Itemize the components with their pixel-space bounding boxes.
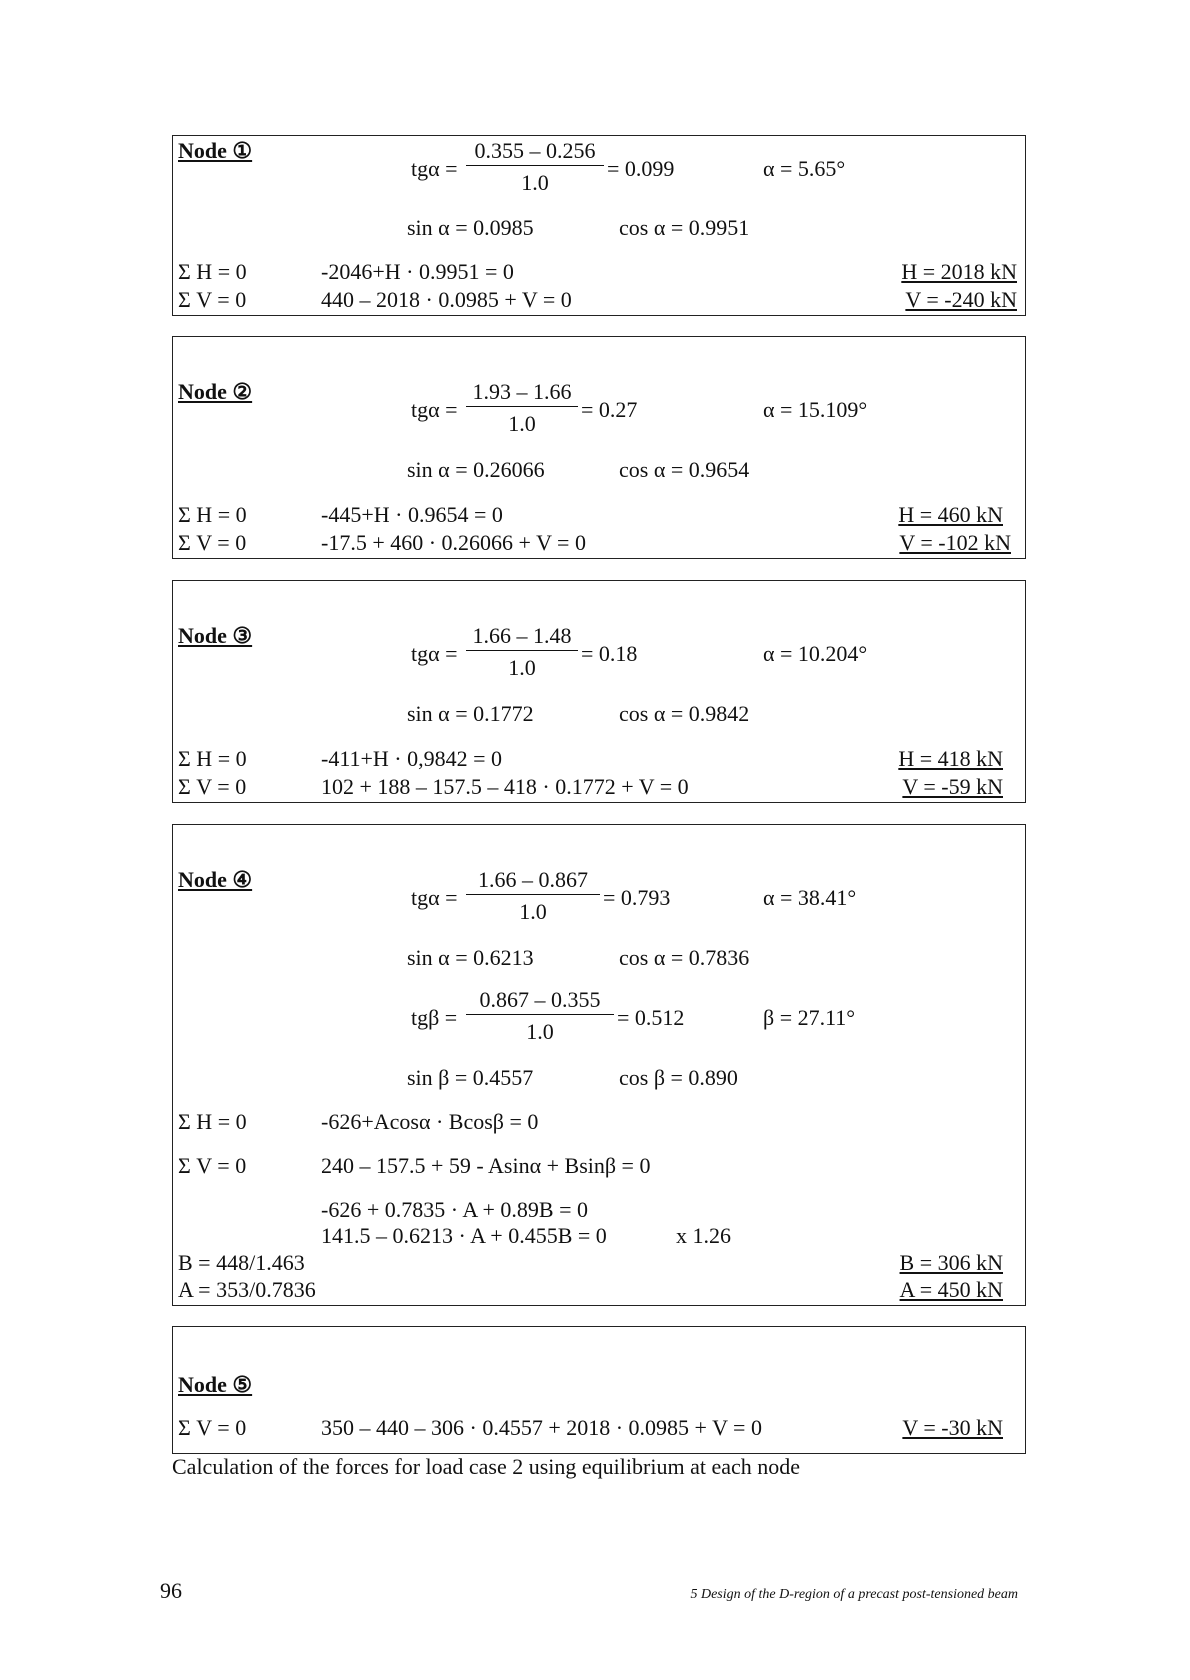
- node-4-equation-2: 141.5 – 0.6213 · A + 0.455B = 0: [321, 1223, 607, 1248]
- node-3-h-label: Σ H = 0: [178, 746, 247, 771]
- node-1-sin: sin α = 0.0985: [407, 215, 534, 240]
- node-4-v-equation: 240 – 157.5 + 59 - Asinα + Bsinβ = 0: [321, 1153, 651, 1178]
- node-2-tg-fraction: [466, 381, 578, 435]
- node-2-tg-result: = 0.27: [581, 397, 638, 422]
- node-4-tgb-numerator: 0.867 – 0.355: [466, 989, 614, 1015]
- node-2-h-equation: -445+H · 0.9654 = 0: [321, 502, 503, 527]
- node-3-tg-numerator: 1.66 – 1.48: [466, 625, 578, 651]
- node-4-v-label: Σ V = 0: [178, 1153, 247, 1178]
- node-4-title: Node ④: [178, 867, 253, 892]
- node-1-angle: α = 5.65°: [763, 156, 846, 181]
- figure-caption: Calculation of the forces for load case 2 using equilibrium at each node: [172, 1454, 801, 1479]
- node-3-angle: α = 10.204°: [763, 641, 868, 666]
- node-2-cos: cos α = 0.9654: [619, 457, 750, 482]
- node-2-tg-lhs: tgα =: [411, 397, 458, 422]
- node-4-tga-numerator: 1.66 – 0.867: [466, 869, 600, 895]
- node-4-sin-alpha: sin α = 0.6213: [407, 945, 534, 970]
- node-1-h-equation: -2046+H · 0.9951 = 0: [321, 259, 514, 284]
- node-3-box: [172, 580, 1026, 803]
- node-1-h-result: H = 2018 kN: [901, 259, 1017, 284]
- node-4-b-calc: B = 448/1.463: [178, 1250, 305, 1275]
- node-5-v-label: Σ V = 0: [178, 1415, 247, 1440]
- node-4-tgb-lhs: tgβ =: [411, 1005, 458, 1030]
- node-1-tg-fraction: [466, 140, 604, 194]
- node-3-title: Node ③: [178, 623, 253, 648]
- node-1-tg-result: = 0.099: [607, 156, 675, 181]
- node-2-angle: α = 15.109°: [763, 397, 868, 422]
- node-4-tga-result: = 0.793: [603, 885, 671, 910]
- node-4-beta: β = 27.11°: [763, 1005, 856, 1030]
- node-4-sin-beta: sin β = 0.4557: [407, 1065, 534, 1090]
- node-1-tg-numerator: 0.355 – 0.256: [466, 140, 604, 166]
- node-1-box: [172, 135, 1026, 316]
- node-1-v-result: V = -240 kN: [905, 287, 1017, 312]
- node-4-h-equation: -626+Acosα · Bcosβ = 0: [321, 1109, 539, 1134]
- node-2-sin: sin α = 0.26066: [407, 457, 545, 482]
- node-3-h-equation: -411+H · 0,9842 = 0: [321, 746, 503, 771]
- node-3-tg-lhs: tgα =: [411, 641, 458, 666]
- node-1-title: Node ①: [178, 138, 253, 163]
- node-3-h-result: H = 418 kN: [898, 746, 1003, 771]
- node-1-cos: cos α = 0.9951: [619, 215, 750, 240]
- node-5-v-result: V = -30 kN: [902, 1415, 1003, 1440]
- node-2-title: Node ②: [178, 379, 253, 404]
- node-5-v-equation: 350 – 440 – 306 · 0.4557 + 2018 · 0.0985 + V = 0: [321, 1415, 762, 1440]
- node-1-tg-lhs: tgα =: [411, 156, 458, 181]
- node-2-box: [172, 336, 1026, 559]
- node-2-tg-denominator: 1.0: [508, 411, 536, 436]
- node-5-box: [172, 1326, 1026, 1454]
- node-3-v-equation: 102 + 188 – 157.5 – 418 · 0.1772 + V = 0: [321, 774, 689, 799]
- node-2-v-result: V = -102 kN: [899, 530, 1011, 555]
- node-2-v-equation: -17.5 + 460 · 0.26066 + V = 0: [321, 530, 586, 555]
- node-3-v-label: Σ V = 0: [178, 774, 247, 799]
- node-1-v-equation: 440 – 2018 · 0.0985 + V = 0: [321, 287, 572, 312]
- node-4-a-calc: A = 353/0.7836: [178, 1277, 316, 1302]
- node-3-sin: sin α = 0.1772: [407, 701, 534, 726]
- node-3-tg-result: = 0.18: [581, 641, 638, 666]
- node-1-v-label: Σ V = 0: [178, 287, 247, 312]
- node-2-tg-numerator: 1.93 – 1.66: [466, 381, 578, 407]
- node-4-a-result: A = 450 kN: [899, 1277, 1003, 1302]
- node-4-cos-beta: cos β = 0.890: [619, 1065, 738, 1090]
- node-1-h-label: Σ H = 0: [178, 259, 247, 284]
- page-number: 96: [160, 1578, 182, 1603]
- node-1-tg-denominator: 1.0: [521, 170, 549, 195]
- node-2-v-label: Σ V = 0: [178, 530, 247, 555]
- node-4-tgb-result: = 0.512: [617, 1005, 685, 1030]
- node-4-b-result: B = 306 kN: [899, 1250, 1003, 1275]
- node-2-h-label: Σ H = 0: [178, 502, 247, 527]
- node-4-tga-lhs: tgα =: [411, 885, 458, 910]
- node-4-h-label: Σ H = 0: [178, 1109, 247, 1134]
- node-4-tga-denominator: 1.0: [519, 899, 547, 924]
- node-5-title: Node ⑤: [178, 1372, 253, 1397]
- node-3-v-result: V = -59 kN: [902, 774, 1003, 799]
- node-4-tga-fraction: [466, 869, 600, 923]
- node-4-alpha: α = 38.41°: [763, 885, 857, 910]
- node-2-h-result: H = 460 kN: [898, 502, 1003, 527]
- node-3-tg-denominator: 1.0: [508, 655, 536, 680]
- node-4-tgb-denominator: 1.0: [526, 1019, 554, 1044]
- running-footer: 5 Design of the D-region of a precast post-tensioned beam: [690, 1587, 1018, 1602]
- node-4-box: [172, 824, 1026, 1306]
- node-4-tgb-fraction: [466, 989, 614, 1043]
- node-3-cos: cos α = 0.9842: [619, 701, 750, 726]
- node-3-tg-fraction: [466, 625, 578, 679]
- node-4-equation-1: -626 + 0.7835 · A + 0.89B = 0: [321, 1197, 589, 1222]
- node-4-cos-alpha: cos α = 0.7836: [619, 945, 750, 970]
- node-4-equation-2-multiplier: x 1.26: [676, 1223, 731, 1248]
